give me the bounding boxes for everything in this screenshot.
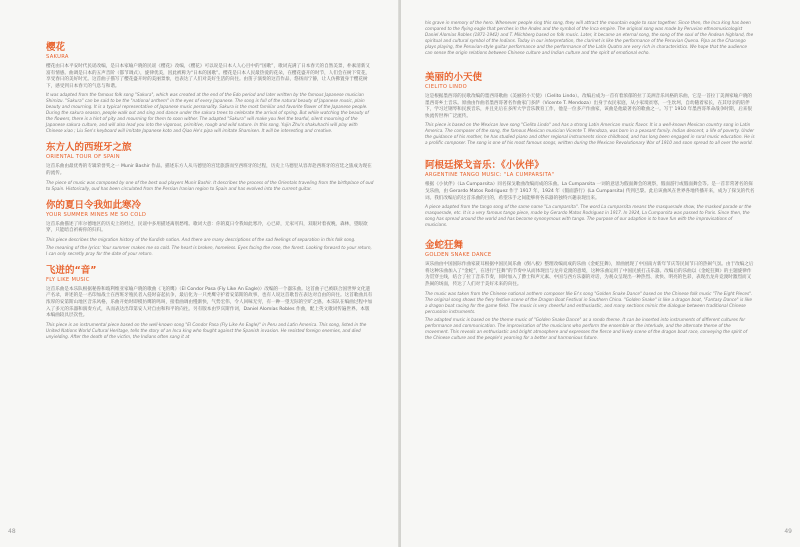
body-text-en: The piece of music was composed by one of the best oud players Munir Bashir. It describes the process of the Orientals traveling from the birthplace of oud to Spain. Historically, oud has been circulated from the Persian Iranian region to Spain and has evolved into the current guitar. [46,179,374,191]
song-section [46,200,374,257]
body-text-en: It was adapted from the famous folk song "Sakura", which was created at the end of the Edo period and later written by the famous Japanese musician Shimizu. "Sakura" can be said to be the "national anthem" in the eyes of every Japanese. The song is full of the natural beauty of Japanese music, plain beauty and mourning. It is a typical representative of Japanese music personality. Sakura is the most familiar and favorite flower of the Japanese people. During the sakura season, people walk out and sing and dance under the sakura trees to celebrate the arrival of spring. But while watching the beauty of the flowers, there is a hint of pity and mourning for them to soon wither. The adapted "Sakura" will make you feel the tearful, silent mourning of the Japanese sakura culture, and will also lead you into the vigorous, primitive, rough and wild nature. In this song, Yujin Zhu's shakuhachi will play with Chinese xiao ; Liu Sen's keyboard will imitate Japanese koto and Qiao He's pipa will imitate Shamisen. It will be interesting and creative. [46,92,369,134]
song-section [425,72,755,146]
song-title-cn: 金蛇狂舞 [425,240,464,252]
right-page [401,0,800,547]
song-title-cn: 阿根廷探戈音乐：《小伙伴》 [425,160,544,172]
song-section [425,240,755,340]
song-section [425,160,755,228]
body-text-en: A piece adapted from the tango song of the same name "La cumparsita". The word La cumparsita means the masquerade show, the masked parade or the masquerade, etc. It is a very famous tango piece, made by Gerardo Matos Rodriguez in 1917. In 1924, La Cumparsita was passed to Paris. Since then, the song has spread around the world and has become synonymous with tango. The purpose of our adaption is to have fun with the improvisations of musicians. [425,204,752,228]
body-text-cn: 该乐曲由中国国际作曲家聂耳根据中国民间乐曲《倒八板》整理改编而成的乐曲《金蛇狂舞》，原曲展现了中国南方新年节庆等民间节日的热闹气氛。由于改编之后将这种乐曲加入了“金蛇”，在进行“狂舞”的节奏中从而体现出与龙舟竞渡的意境，这种乐曲运用了中国民族打击乐器。改编后的乐曲以《金蛇狂舞》的主题旋律作为贯穿主线，结合了拉丁音乐节奏，同时加入了爵士和声元素、中国与西方乐器的对话，为观众呈现出一种热烈、欢快、明亮的色彩，表现出龙舟竞渡时激烈而又热闹的场面，传达了人们对于美好未来的向往。 [425,262,754,287]
song-title-cn: 飞迸的“音” [46,264,97,276]
body-text-en: The music was taken from the Chinese national anthem composer Nie Er's song "Golden Snake Dance" based on the Chinese folk music "The Eight Pieces". The original song shows the fiery festive scene of the Dragon Boat Festival in Southern China. "Golden Snake" is like a dragon boat, "Fantasy Dance" is like a dragon boat racing for the game field. The music is very cheerful and enthusiastic, and many sections mimic the dialogue between traditional Chinese percussion instruments. [425,290,753,314]
body-text-cn: 根据《小伙伴》（La Cumparsita）同名探戈歌曲改编而成的乐曲。La Cumparsita 一词的意思为假面舞会的观察，假面游行或假面舞会等。是一首非常著名的探戈乐曲，由 Gerardo Matos Rodriguez 作于 1917 年，1924 年《假面游行》(La Cumparsita) 传到巴黎。此后该曲风在世界各地传播开来，成为了探戈的代名词。我们改编后的这首乐曲的目的，希望乐手之间能够将各乐器的独特兴趣表现出来。 [425,182,755,201]
body-text-en: This piece is an instrumental piece based on the well-known song "El Condor Pasa (Fly Like An Eagle)" in Peru and Latin America. This song, listed in the United Nations World Cultural Heritage, tells the story of an Inca king who fought against the Spanish invasion. He resisted foreign enemies, and died unyielding. After the death of the victim, the Indians often sang it at [46,321,367,339]
song-title-en: ARGENTINE TANGO MUSIC: "LA CUMPARSITA" [425,172,555,179]
song-title-en: GOLDEN SNAKE DANCE [425,252,492,259]
body-text-cn: 这首乐曲描述了库尔德地区的历史上的经过，民谣中多用描述离别愁绪。歌词大意：你的夏日令我如此寒冷，心已碎，无家可归，双眼对着夜晚，森林，望眼欲穿，只能暗自祈祷你的归归。 [46,221,368,234]
body-text-en: his grave in memory of the hero. Whenever people sing this song, they will attract the mountain eagle to soar together. Since then, the Inca king has been compared to the flying eagle that perches in the Andes and the symbol of the Inca empire. The original song was made by Peruvian ethnomusicologist Daniel Alomias Robles (1871-1942) and T. Milchberg based on folk music. Later, it became an eternal song, the song of the soul of the Andean highland, the spiritual and cultural symbol of the Indians. Today in our interpretation, the clarinet is like the performance of the Peruvian Quena. Pipa as the Charango plays playing, the Peruvian-style guitar performance and the performance of the Latin Quatro are very rich in characteristics. We hope that the audience can sense the origin relations between Chinese culture and Indian culture and the spirit of emotional echo. [425,20,754,55]
song-section [46,265,374,340]
right-text-column [425,20,755,347]
body-text-cn: 这首乐曲由最优秀的专辑荣誉奖之一 Munir Bashir 作品。描述东方人从马德里的宫廷旅游而至西班牙的过程，历史上马德里从容奔赴西班牙的宫廷之旅成为现在的流传。 [46,164,372,176]
body-text-en: This piece is based on the Mexican love song "Cielito Lindo" and has a strong Latin American music flavor. It is a well-known Mexican country song in Latin America. The composer of the song, the famous Mexican musician Vicente T. Mendoza, was born in a peasant family. Indian descent, a life of poverty. Under the guidance of his mother, he has studied piano and other regional instruments since childhood, and has long been engaged in rural music education. He is a prolific composer. The song is one of his most famous songs, written during the Mexican Revolutionary War of 1910 and soon spread to all over the world. [425,122,755,146]
song-title-cn: 美丽的小天使 [425,72,483,83]
song-title-cn: 樱花 [46,42,66,53]
song-title-en: SAKURA [46,54,69,60]
body-text-cn: 这是根据墨西哥的民歌改编的墨西哥歌曲《美丽的小天使》（Cielito Lindo）。改编后成为一首有着浓郁的拉丁美洲音乐风格的乐曲，它是一首拉丁美洲家喻户晓的墨西哥乡土音乐。原曲由作曲者墨西哥著名作曲家门多萨（Vicente T. Mendoza）出身于农民家庭，从小家境贫寒，一生坎坷，自幼随着家长，在其母亲的陪伴下，学习过钢琴和民族音乐，并且先后在多所大学音乐教育工作，他是一位多产作曲家，该曲是他最著名的歌曲之一。写于 1910 年墨西哥革命战争时期，后来很快流传世界广泛流传。 [425,94,753,119]
song-title-en: ORIENTAL TOUR OF SPAIN [46,154,120,161]
body-text-en: This piece describes the migration history of the Kurdish nation. And there are many descriptions of the sad feelings of separation in this folk song. [46,236,356,242]
song-title-en: YOUR SUMMER MINES ME SO COLD [46,211,147,218]
song-section [46,142,374,191]
song-title-cn: 你的夏日令我如此寒冷 [46,199,142,211]
song-section [425,20,755,56]
song-title-en: CIELITO LINDO [425,84,468,90]
page-number-left: 48 [8,528,16,535]
left-text-column [46,42,374,346]
left-page [0,0,399,547]
song-title-cn: 东方人的西班牙之旅 [46,142,132,154]
song-section [46,42,374,134]
body-text-cn: 樱花由日本平安时代民谣改编，是日本家喻户晓的民谣《樱花》改编，《樱花》可以说是日本人人心目中的“国歌”，歌词充满了日本春天的自然美景，朴素清新又富有情感。曲调是日本的五声音阶（都节调式），旋律优美，因此被称为“日本的国歌”。樱花是日本人民最热爱的花朵，在樱花盛开的时节，人们会在树下赏花，享受春日的美好时光。这首曲子描写了樱花盛开时的美丽景象，也表达了人们对美好生活的向往。由笛子演奏的这首作品，悠扬而宁静，让人仿佛置身于樱花树下，感受到日本春天的气息与和谐。 [46,64,371,89]
body-text-cn: 这首乐曲是本乐队根据秘鲁和玻利维亚家喻户晓的歌曲《飞的鹰》（El Condor Pasa (Fly Like An Eagle)）改编的一个器乐曲。这首曲子已被联合国世界文化遗产名录，讲述的是一名印加战士在西班牙殖民者入侵时奋起抗争，最后化为一只秃鹰守护着安第斯的故事，也有人说这首歌旨在表达对自由的向往。这首歌曲具有浓厚的安第斯山地区音乐风格，乐曲开始时即模仿鹰的鸣叫，接着曲调由慢渐快，气势宏伟，令人回味无穷，有一种一望无际的空旷之感。本乐队在编曲过程中加入了多元的乐器和演奏方式，从而表达出印第安人对自由和和平的向往。另有版本由罗宾斯作词，Daniel Alomías Robles 作曲，配上英文歌词传遍世界。本版本编曲较具层次性。 [46,286,373,319]
body-text-en: The adapted music is based on the theme music of "Golden Snake Dance" as a rondo theme. It can be inserted into instruments of different cultures for performance and communication. The improvisation of the musicians who perform the ensemble or the interlude, and the alternate theme of the movement. This reveals an enthusiastic and bright atmosphere and expresses the fierce and lively scene of the dragon boat race, conveying the spirit of the Chinese culture and the people's yearning for a better and harmonious future. [425,316,748,340]
body-text-en: The meaning of the lyrics: Your summer makes me so cold. The heart is broken, homeless. Eyes facing the rose, the forest. Looking forward to your return, I can only secretly pray for the date of your return. [46,244,372,256]
song-title-en: FLY LIKE MUSIC [46,276,90,283]
page-number-right: 49 [784,528,792,535]
